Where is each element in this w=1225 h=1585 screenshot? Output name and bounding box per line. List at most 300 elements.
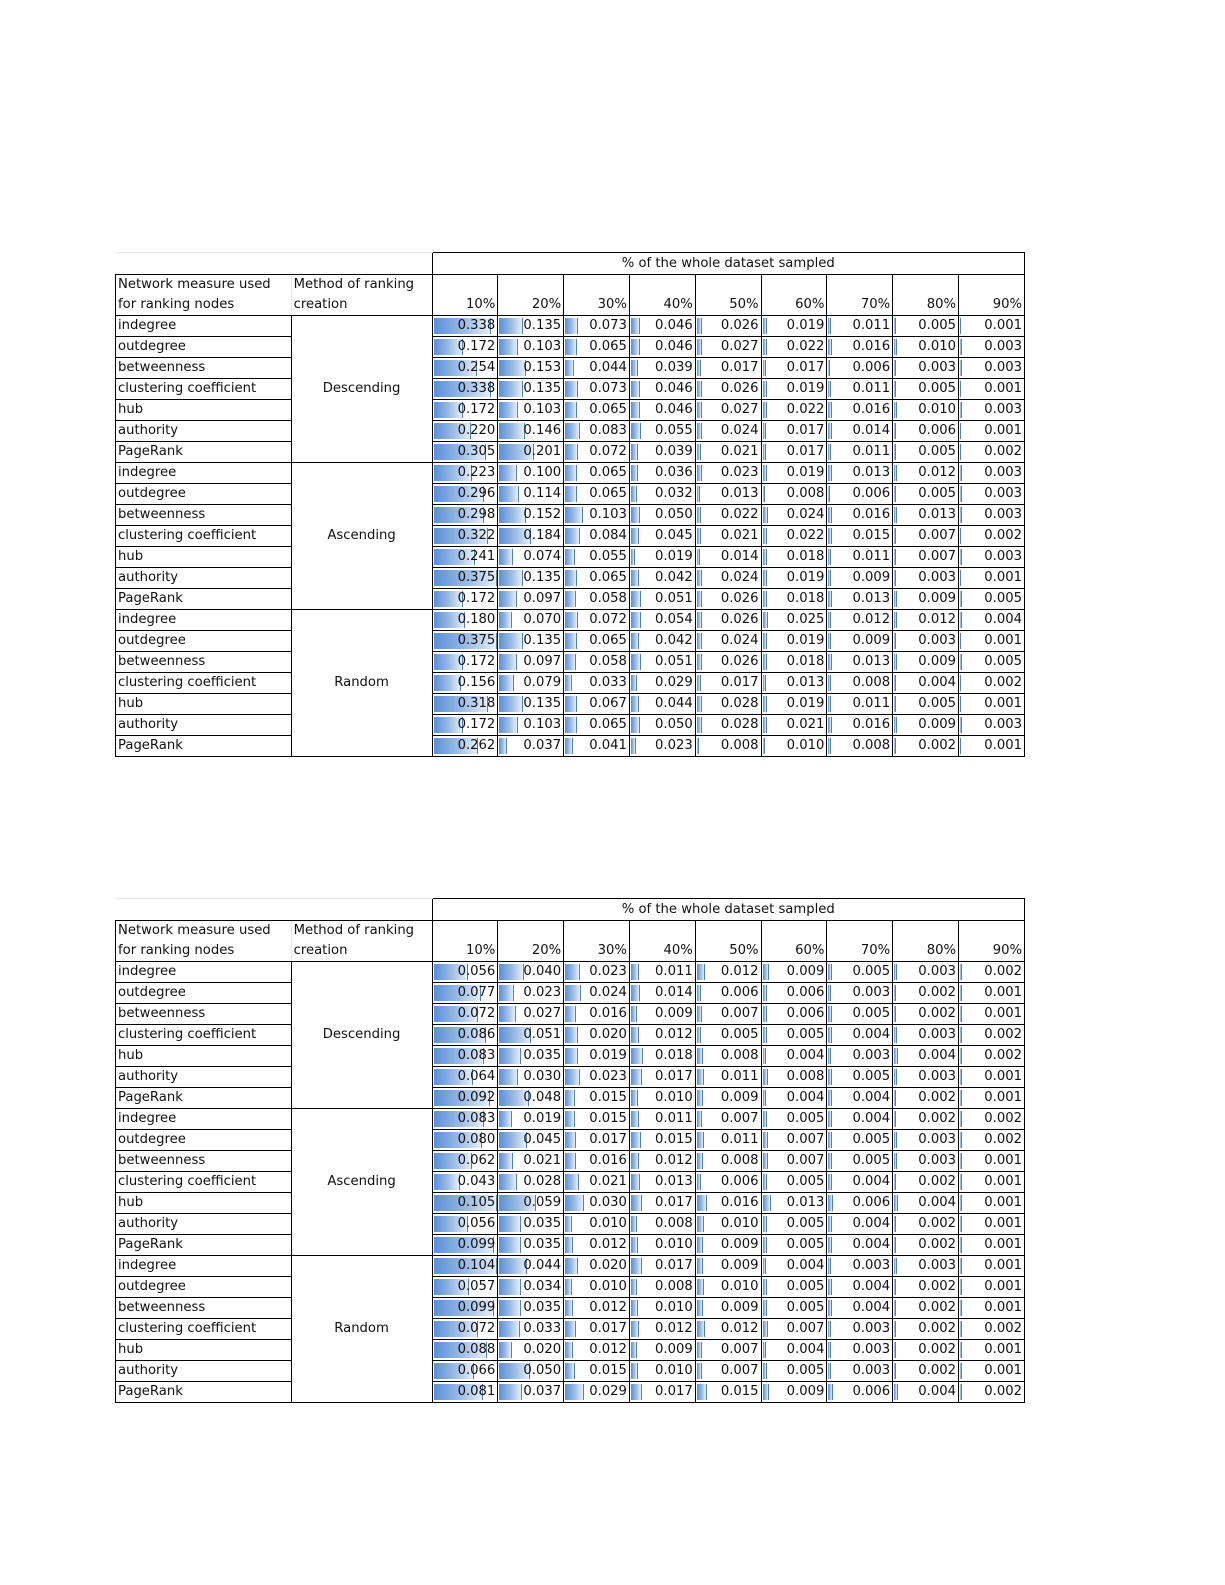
- value-cell: [695, 1130, 761, 1151]
- data-bar: [894, 528, 896, 544]
- value-text: 0.262: [457, 738, 496, 753]
- value-text: 0.007: [918, 528, 957, 543]
- value-text: 0.015: [655, 1132, 693, 1147]
- value-text: 0.003: [918, 1027, 957, 1042]
- value-text: 0.046: [655, 381, 693, 396]
- data-bar: [828, 696, 831, 712]
- value-cell: [695, 631, 761, 652]
- data-bar: [631, 1258, 642, 1274]
- data-bar: [631, 318, 640, 334]
- method-label: Random: [291, 610, 432, 757]
- value-cell: [827, 484, 893, 505]
- value-cell: [959, 337, 1025, 358]
- value-text: 0.012: [655, 1027, 693, 1042]
- value-text: 0.059: [523, 1195, 562, 1210]
- data-bar: [697, 339, 703, 355]
- data-bar: [631, 1363, 638, 1379]
- value-text: 0.086: [457, 1027, 496, 1042]
- measure-label: PageRank: [116, 1235, 292, 1256]
- data-bar: [828, 1321, 831, 1337]
- data-bar: [565, 528, 580, 544]
- value-text: 0.019: [786, 381, 825, 396]
- value-cell: [959, 589, 1025, 610]
- value-cell: [761, 631, 827, 652]
- value-text: 0.003: [984, 339, 1022, 354]
- data-bar: [894, 423, 896, 439]
- value-cell: [432, 505, 498, 526]
- value-text: 0.003: [984, 486, 1022, 501]
- data-bar: [565, 1321, 576, 1337]
- table-row: [116, 337, 1025, 358]
- data-bar: [894, 1237, 896, 1253]
- data-bar: [697, 717, 703, 733]
- value-text: 0.072: [589, 612, 627, 627]
- value-text: 0.001: [984, 570, 1022, 585]
- value-text: 0.001: [984, 1237, 1022, 1252]
- data-bar: [631, 1006, 637, 1022]
- value-cell: [498, 1025, 564, 1046]
- data-bar: [631, 570, 639, 586]
- data-bar: [960, 1174, 962, 1190]
- value-text: 0.079: [523, 675, 562, 690]
- value-cell: [432, 484, 498, 505]
- data-bar: [631, 985, 640, 1001]
- value-cell: [959, 526, 1025, 547]
- value-cell: [498, 1277, 564, 1298]
- value-cell: [498, 337, 564, 358]
- value-text: 0.014: [655, 985, 693, 1000]
- value-text: 0.022: [786, 402, 825, 417]
- value-text: 0.099: [457, 1237, 496, 1252]
- data-bar: [894, 696, 896, 712]
- data-bar: [828, 1027, 831, 1043]
- value-cell: [432, 983, 498, 1004]
- value-cell: [761, 379, 827, 400]
- data-bar: [631, 717, 640, 733]
- value-cell: [629, 1004, 695, 1025]
- data-bar: [631, 339, 640, 355]
- value-cell: [498, 1172, 564, 1193]
- value-text: 0.002: [984, 675, 1022, 690]
- value-text: 0.072: [457, 1006, 496, 1021]
- value-cell: [432, 1172, 498, 1193]
- data-bar: [697, 402, 703, 418]
- value-cell: [564, 316, 630, 337]
- value-cell: [761, 1046, 827, 1067]
- data-bar: [894, 318, 896, 334]
- value-text: 0.010: [720, 1279, 759, 1294]
- value-text: 0.023: [655, 738, 693, 753]
- value-cell: [432, 1109, 498, 1130]
- value-cell: [432, 1193, 498, 1214]
- value-cell: [629, 652, 695, 673]
- value-cell: [695, 547, 761, 568]
- value-cell: [959, 1151, 1025, 1172]
- data-bar: [763, 528, 768, 544]
- data-bar: [828, 1258, 831, 1274]
- value-cell: [959, 400, 1025, 421]
- table-row: [116, 1298, 1025, 1319]
- value-cell: [959, 316, 1025, 337]
- data-bar: [499, 1216, 521, 1232]
- value-cell: [893, 736, 959, 757]
- data-bar: [960, 402, 962, 418]
- value-cell: [893, 484, 959, 505]
- data-bar: [631, 1090, 638, 1106]
- header-method-line2: creation: [291, 295, 432, 316]
- data-bar: [763, 1195, 772, 1211]
- value-cell: [695, 337, 761, 358]
- value-text: 0.021: [786, 717, 825, 732]
- data-bar: [565, 1363, 575, 1379]
- value-cell: [959, 463, 1025, 484]
- value-text: 0.003: [852, 1342, 891, 1357]
- value-text: 0.001: [984, 1342, 1022, 1357]
- value-text: 0.009: [720, 1090, 759, 1105]
- measure-label: outdegree: [116, 631, 292, 652]
- data-bar: [960, 696, 961, 712]
- value-text: 0.013: [852, 591, 891, 606]
- value-cell: [761, 652, 827, 673]
- data-bar: [631, 549, 635, 565]
- value-text: 0.015: [852, 528, 891, 543]
- value-cell: [498, 589, 564, 610]
- value-cell: [827, 1298, 893, 1319]
- value-cell: [564, 1193, 630, 1214]
- table-row: [116, 1067, 1025, 1088]
- value-cell: [432, 358, 498, 379]
- value-text: 0.056: [457, 1216, 496, 1231]
- value-text: 0.042: [655, 633, 693, 648]
- data-bar: [631, 1048, 643, 1064]
- value-text: 0.007: [720, 1342, 759, 1357]
- data-bar: [697, 675, 701, 691]
- measure-label: clustering coefficient: [116, 526, 292, 547]
- value-cell: [827, 1109, 893, 1130]
- value-text: 0.034: [523, 1279, 562, 1294]
- value-text: 0.004: [918, 1384, 957, 1399]
- value-cell: [761, 610, 827, 631]
- value-cell: [959, 673, 1025, 694]
- value-text: 0.002: [918, 738, 957, 753]
- value-cell: [695, 316, 761, 337]
- data-bar: [631, 528, 640, 544]
- value-text: 0.010: [720, 1216, 759, 1231]
- value-text: 0.305: [457, 444, 496, 459]
- value-cell: [629, 1088, 695, 1109]
- value-cell: [959, 1130, 1025, 1151]
- value-cell: [893, 1109, 959, 1130]
- value-text: 0.005: [918, 486, 957, 501]
- data-bar: [894, 1069, 897, 1085]
- value-cell: [498, 316, 564, 337]
- value-cell: [564, 400, 630, 421]
- value-cell: [498, 568, 564, 589]
- value-text: 0.030: [589, 1195, 627, 1210]
- data-bar: [697, 1279, 704, 1295]
- value-cell: [893, 1004, 959, 1025]
- data-bar: [697, 633, 702, 649]
- value-cell: [629, 1046, 695, 1067]
- data-bar: [828, 360, 830, 376]
- value-cell: [893, 1235, 959, 1256]
- value-cell: [761, 1004, 827, 1025]
- value-cell: [564, 1004, 630, 1025]
- value-cell: [959, 652, 1025, 673]
- data-bar: [697, 465, 702, 481]
- value-cell: [827, 526, 893, 547]
- value-text: 0.019: [786, 696, 825, 711]
- data-bar: [565, 402, 577, 418]
- data-bar: [960, 549, 962, 565]
- data-bar: [828, 318, 831, 334]
- data-bar: [499, 465, 517, 481]
- measure-label: indegree: [116, 316, 292, 337]
- value-cell: [827, 463, 893, 484]
- value-text: 0.019: [786, 570, 825, 585]
- data-bar: [499, 1237, 521, 1253]
- data-bar: [499, 1153, 513, 1169]
- value-text: 0.008: [852, 738, 891, 753]
- value-cell: [827, 1214, 893, 1235]
- data-bar: [763, 1363, 767, 1379]
- value-text: 0.009: [852, 570, 891, 585]
- value-cell: [761, 316, 827, 337]
- data-bar: [565, 1342, 573, 1358]
- value-cell: [827, 962, 893, 983]
- data-bar: [828, 549, 831, 565]
- value-text: 0.002: [984, 1384, 1022, 1399]
- value-cell: [432, 1214, 498, 1235]
- value-cell: [498, 1235, 564, 1256]
- measure-label: authority: [116, 1067, 292, 1088]
- value-text: 0.146: [523, 423, 562, 438]
- table-row: [116, 505, 1025, 526]
- data-bar: [828, 1216, 831, 1232]
- data-bar: [631, 1174, 640, 1190]
- data-bar: [828, 1132, 832, 1148]
- value-text: 0.103: [523, 339, 562, 354]
- results-table-1: [115, 252, 1025, 757]
- value-cell: [498, 1151, 564, 1172]
- data-bar: [697, 1384, 707, 1400]
- value-text: 0.015: [589, 1111, 627, 1126]
- value-cell: [498, 1298, 564, 1319]
- value-text: 0.024: [720, 570, 759, 585]
- data-bar: [894, 1027, 897, 1043]
- value-text: 0.008: [852, 675, 891, 690]
- table-row: [116, 1109, 1025, 1130]
- value-cell: [564, 652, 630, 673]
- table-row: [116, 1046, 1025, 1067]
- value-text: 0.033: [523, 1321, 562, 1336]
- value-text: 0.021: [720, 444, 759, 459]
- data-bar: [697, 1069, 705, 1085]
- value-text: 0.040: [523, 964, 562, 979]
- data-bar: [631, 1027, 639, 1043]
- value-text: 0.022: [720, 507, 759, 522]
- data-bar: [697, 549, 700, 565]
- value-cell: [629, 1193, 695, 1214]
- value-cell: [827, 442, 893, 463]
- value-cell: [498, 358, 564, 379]
- value-cell: [959, 442, 1025, 463]
- value-text: 0.010: [786, 738, 825, 753]
- data-bar: [763, 696, 767, 712]
- value-text: 0.050: [523, 1363, 562, 1378]
- value-text: 0.017: [786, 444, 825, 459]
- value-cell: [695, 442, 761, 463]
- measure-label: PageRank: [116, 1088, 292, 1109]
- value-cell: [959, 1340, 1025, 1361]
- value-cell: [432, 1361, 498, 1382]
- measure-label: PageRank: [116, 442, 292, 463]
- data-bar: [894, 633, 896, 649]
- value-text: 0.001: [984, 1363, 1022, 1378]
- value-text: 0.011: [852, 444, 891, 459]
- data-bar: [565, 1048, 577, 1064]
- column-header: 30%: [564, 921, 630, 962]
- value-cell: [432, 610, 498, 631]
- value-text: 0.009: [720, 1258, 759, 1273]
- value-cell: [761, 1298, 827, 1319]
- column-header: 60%: [761, 275, 827, 316]
- value-text: 0.002: [918, 1174, 957, 1189]
- column-header: 90%: [959, 921, 1025, 962]
- data-bar: [763, 381, 767, 397]
- value-cell: [761, 337, 827, 358]
- value-text: 0.006: [918, 423, 957, 438]
- value-cell: [827, 652, 893, 673]
- data-bar: [960, 717, 962, 733]
- value-cell: [564, 526, 630, 547]
- data-bar: [960, 423, 961, 439]
- value-text: 0.027: [720, 402, 759, 417]
- value-text: 0.008: [655, 1216, 693, 1231]
- value-text: 0.002: [918, 985, 957, 1000]
- value-cell: [564, 1382, 630, 1403]
- data-bar: [763, 591, 767, 607]
- value-text: 0.064: [457, 1069, 496, 1084]
- measure-label: authority: [116, 568, 292, 589]
- value-cell: [498, 673, 564, 694]
- value-text: 0.254: [457, 360, 496, 375]
- value-cell: [761, 1172, 827, 1193]
- value-text: 0.021: [720, 528, 759, 543]
- measure-label: clustering coefficient: [116, 1172, 292, 1193]
- value-text: 0.008: [786, 486, 825, 501]
- data-bar: [565, 717, 577, 733]
- value-text: 0.026: [720, 591, 759, 606]
- measure-label: hub: [116, 547, 292, 568]
- value-cell: [498, 983, 564, 1004]
- value-cell: [695, 1193, 761, 1214]
- method-label: Random: [291, 1256, 432, 1403]
- value-cell: [629, 736, 695, 757]
- column-header: 90%: [959, 275, 1025, 316]
- value-text: 0.013: [852, 654, 891, 669]
- value-text: 0.009: [655, 1342, 693, 1357]
- data-bar: [894, 964, 897, 980]
- data-bar: [894, 1006, 896, 1022]
- value-text: 0.012: [655, 1153, 693, 1168]
- value-text: 0.051: [523, 1027, 562, 1042]
- value-text: 0.002: [918, 1300, 957, 1315]
- value-cell: [432, 1382, 498, 1403]
- value-cell: [432, 400, 498, 421]
- data-bar: [631, 423, 641, 439]
- table-row: [116, 1088, 1025, 1109]
- value-text: 0.028: [523, 1174, 562, 1189]
- value-text: 0.001: [984, 1258, 1022, 1273]
- value-text: 0.010: [655, 1090, 693, 1105]
- value-cell: [629, 547, 695, 568]
- data-bar: [697, 612, 702, 628]
- value-cell: [695, 673, 761, 694]
- data-bar: [763, 1090, 766, 1106]
- value-text: 0.005: [852, 1153, 891, 1168]
- value-text: 0.009: [918, 591, 957, 606]
- data-bar: [960, 1027, 962, 1043]
- value-cell: [564, 673, 630, 694]
- table-row: [116, 962, 1025, 983]
- value-cell: [564, 1277, 630, 1298]
- data-bar: [960, 360, 962, 376]
- value-cell: [761, 1088, 827, 1109]
- value-text: 0.015: [589, 1090, 627, 1105]
- value-cell: [827, 1256, 893, 1277]
- data-bar: [763, 964, 769, 980]
- value-text: 0.010: [655, 1300, 693, 1315]
- measure-label: indegree: [116, 962, 292, 983]
- data-bar: [499, 1069, 518, 1085]
- data-bar: [631, 465, 638, 481]
- value-cell: [695, 421, 761, 442]
- value-cell: [959, 505, 1025, 526]
- value-cell: [498, 1361, 564, 1382]
- value-text: 0.025: [786, 612, 825, 627]
- value-text: 0.051: [655, 591, 693, 606]
- data-bar: [828, 486, 830, 502]
- measure-label: outdegree: [116, 1130, 292, 1151]
- value-text: 0.083: [589, 423, 627, 438]
- value-text: 0.004: [852, 1279, 891, 1294]
- value-cell: [564, 1109, 630, 1130]
- value-cell: [695, 715, 761, 736]
- data-bar: [960, 1048, 962, 1064]
- value-text: 0.318: [457, 696, 496, 711]
- column-header: 70%: [827, 275, 893, 316]
- value-cell: [432, 568, 498, 589]
- value-text: 0.017: [720, 675, 759, 690]
- value-text: 0.005: [918, 318, 957, 333]
- data-bar: [763, 1006, 768, 1022]
- value-text: 0.011: [852, 549, 891, 564]
- value-text: 0.298: [457, 507, 496, 522]
- data-bar: [565, 964, 580, 980]
- value-text: 0.375: [457, 633, 496, 648]
- value-cell: [959, 1193, 1025, 1214]
- value-cell: [498, 400, 564, 421]
- value-text: 0.019: [786, 633, 825, 648]
- data-bar: [894, 1090, 896, 1106]
- data-bar: [697, 360, 701, 376]
- data-bar: [894, 1195, 897, 1211]
- value-text: 0.003: [852, 1258, 891, 1273]
- value-text: 0.006: [720, 985, 759, 1000]
- value-cell: [432, 673, 498, 694]
- value-text: 0.037: [523, 1384, 562, 1399]
